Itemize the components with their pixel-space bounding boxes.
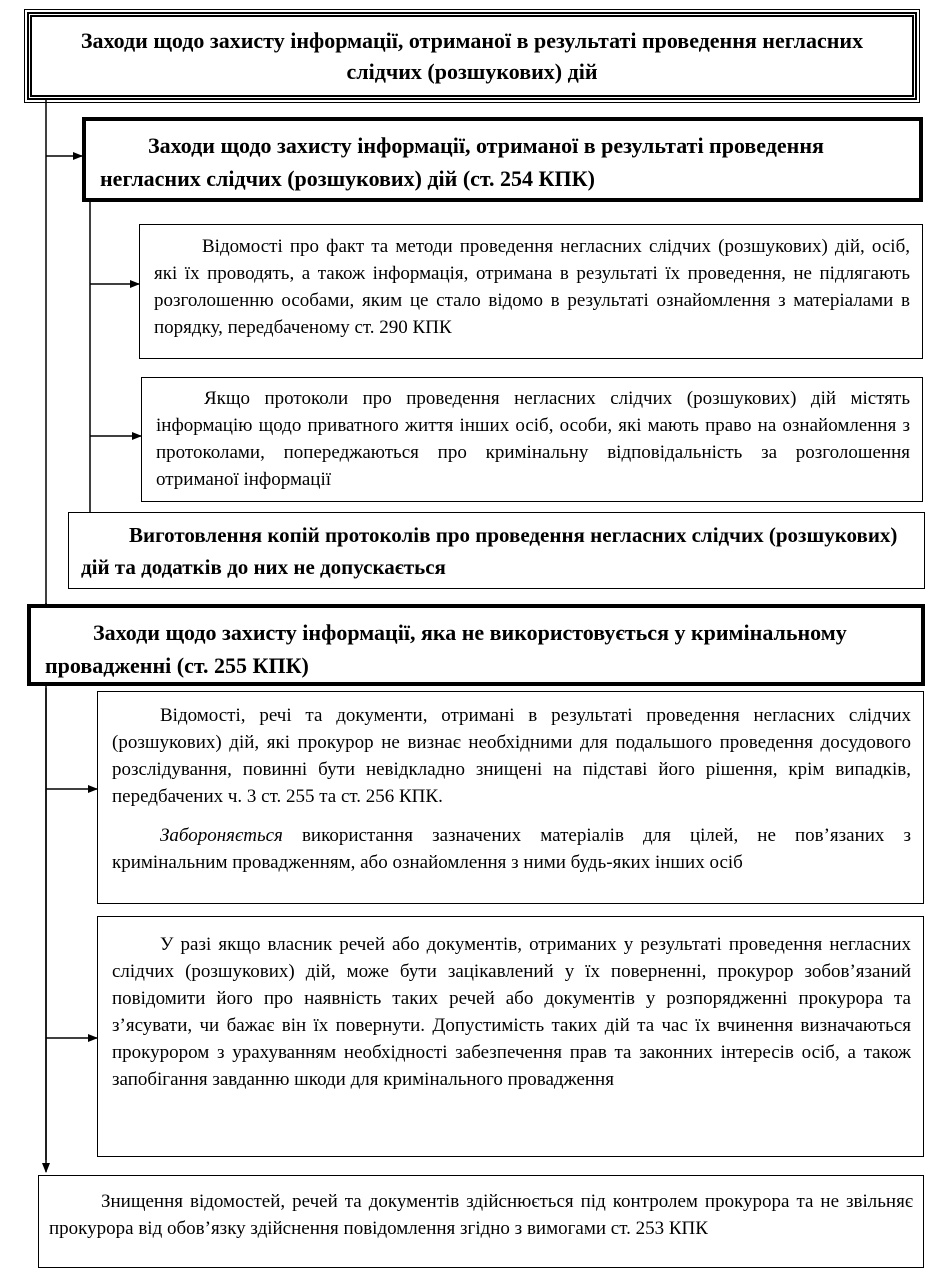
section1-heading-box xyxy=(82,117,923,202)
section2-item3-text: Знищення відомостей, речей та документів здійснюється під контролем прокурора та не звільняє прокурора від обов’язку здійснення повідомлення згідно з вимогами ст. 253 КПК xyxy=(49,1191,913,1239)
section1-item1-box xyxy=(139,224,923,359)
title-text: Заходи щодо захисту інформації, отриманої в результаті проведення негласних слідчих (розшукових) дій xyxy=(80,28,864,84)
section2-item3-box xyxy=(38,1175,924,1268)
section2-heading: Заходи щодо захисту інформації, яка не використовується у кримінальному провадженні (ст. 255 КПК) xyxy=(45,620,847,678)
section1-heading: Заходи щодо захисту інформації, отриманої в результаті проведення негласних слідчих (розшукових) дій (ст. 254 КПК) xyxy=(100,133,824,191)
section1-item1-text: Відомості про факт та методи проведення негласних слідчих (розшукових) дій, осіб, які їх проводять, а також інформація, отримана в результаті їх проведення, не підлягають розголошенню особами, яким це стало відомо в результаті ознайомлення з матеріалами в порядку, передбаченому ст. 290 КПК xyxy=(154,236,910,338)
section2-item1-paragraph2-rest: використання зазначених матеріалів для цілей, не пов’язаних з кримінальним провадженням, або ознайомлення з ними будь-яких інших осіб xyxy=(112,825,911,873)
section2-item1-box xyxy=(97,691,924,904)
section1-item3-box xyxy=(68,512,925,589)
title-box xyxy=(27,12,917,100)
section2-item1-paragraph1: Відомості, речі та документи, отримані в результаті проведення негласних слідчих (розшукових) дій, які прокурор не визнає необхідними для подальшого проведення досудового розслідування, повинні бути невідкладно знищені на підставі його рішення, крім випадків, передбачених ч. 3 ст. 255 та ст. 256 КПК. xyxy=(112,705,911,807)
prohibited-word: Забороняється xyxy=(160,825,283,846)
section1-item2-box xyxy=(141,377,923,502)
section2-item1-paragraph2 xyxy=(112,822,911,876)
section2-item2-text: У разі якщо власник речей або документів, отриманих у результаті проведення негласних слідчих (розшукових) дій, може бути зацікавлений у їх поверненні, прокурор зобов’язаний повідомити його про наявність таких речей або документів у розпорядженні прокурора та з’ясувати, чи бажає він їх повернути. Допустимість таких дій та час їх вчинення визначаються прокурором з урахуванням необхідності забезпечення прав та законних інтересів осіб, а також запобігання завданню шкоди для кримінального провадження xyxy=(112,934,911,1090)
section2-item2-box xyxy=(97,916,924,1157)
section1-item3-text: Виготовлення копій протоколів про проведення негласних слідчих (розшукових) дій та додатків до них не допускається xyxy=(81,523,898,579)
section1-item2-text: Якщо протоколи про проведення негласних слідчих (розшукових) дій містять інформацію щодо приватного життя інших осіб, особи, які мають право на ознайомлення з протоколами, попереджаються про кримінальну відповідальність за розголошення отриманої інформації xyxy=(156,388,910,490)
section2-heading-box xyxy=(27,604,925,686)
